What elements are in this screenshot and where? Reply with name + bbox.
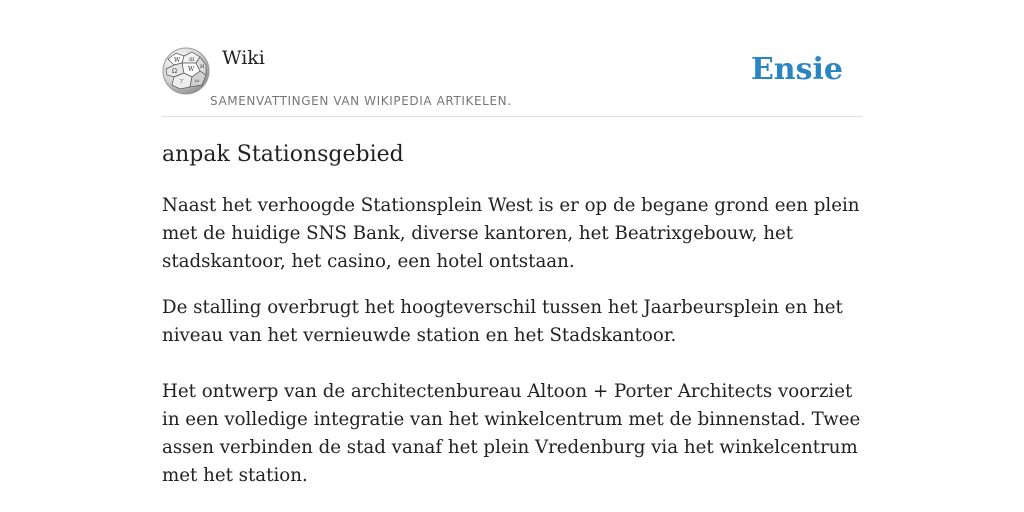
svg-text:ア: ア — [179, 79, 185, 85]
article — [162, 140, 862, 490]
svg-text:И: И — [200, 64, 205, 70]
article-paragraph: Naast het verhoogde Stationsplein West is er op de begane grond een plein met de huidige SNS Bank, diverse kantoren, het Beatrixgebouw, het stadskantoor, het casino, een hotel ontstaan. — [162, 195, 860, 272]
wikipedia-globe-icon[interactable] — [162, 47, 210, 95]
site-header — [162, 44, 862, 117]
svg-text:Ш: Ш — [189, 57, 195, 63]
brand-logo-link[interactable]: Ensie — [750, 52, 843, 87]
site-tagline: SAMENVATTINGEN VAN WIKIPEDIA ARTIKELEN. — [210, 94, 512, 108]
article-paragraph: De stalling overbrugt het hoogteverschil tussen het Jaarbeursplein en het niveau van het vernieuwde station en het Stadskantoor. — [162, 297, 843, 346]
svg-text:W: W — [174, 57, 181, 64]
svg-text:ω: ω — [195, 78, 200, 84]
site-label: Wiki — [222, 47, 265, 69]
article-paragraph: Het ontwerp van de architectenbureau Altoon + Porter Architects voorziet in een volledige integratie van het winkelcentrum met de binnenstad. Twee assen verbinden de stad vanaf het plein Vredenburg via het winkelcentrum met het station. — [162, 381, 861, 486]
svg-text:Ω: Ω — [172, 68, 177, 75]
svg-text:W: W — [188, 66, 195, 73]
article-title: anpak Stationsgebied — [162, 142, 404, 167]
